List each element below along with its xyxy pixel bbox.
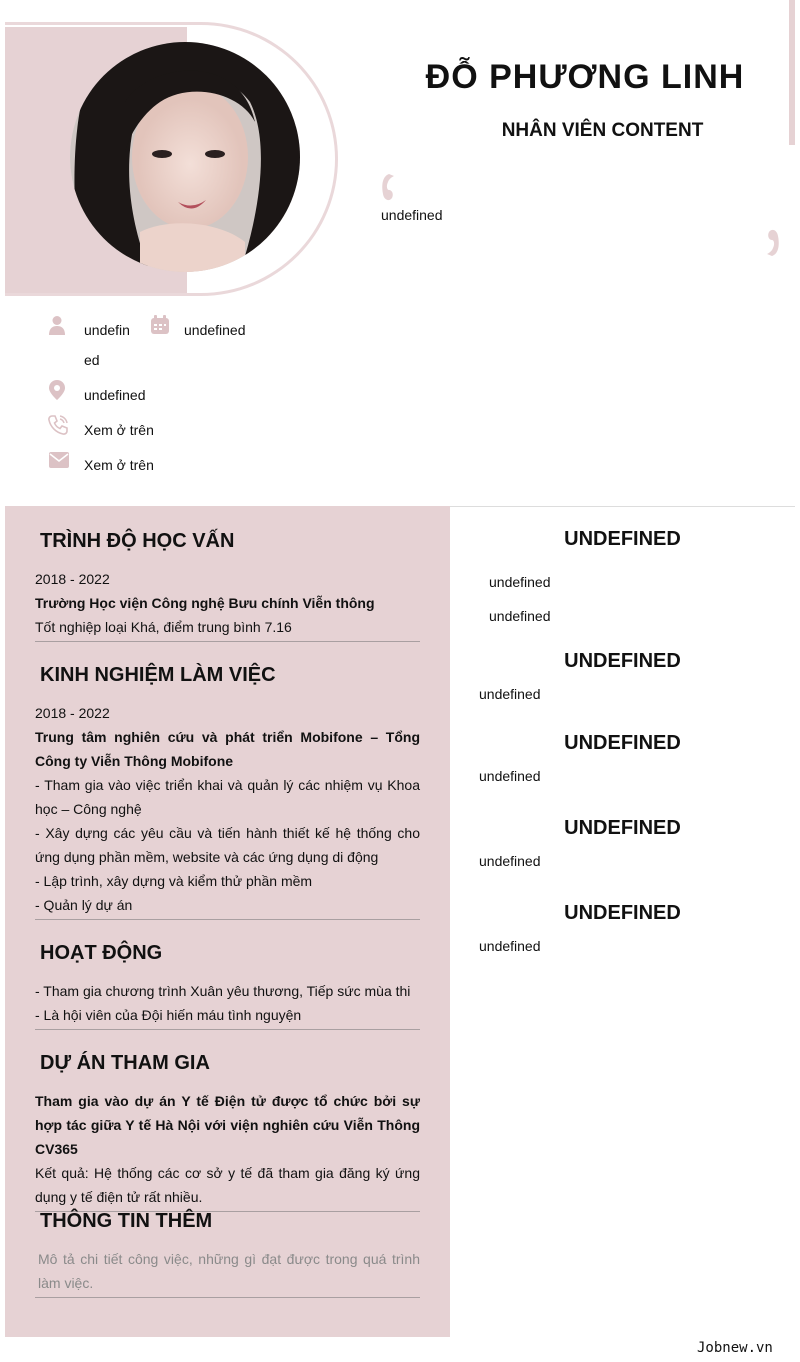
avatar [70,42,300,272]
address-value: undefined [84,387,146,403]
location-icon [49,380,69,400]
right-section-heading: UNDEFINED [564,650,681,672]
section-divider [35,919,420,920]
user-icon [47,315,67,335]
right-section-item: undefined [489,574,551,590]
footer-brand: Jobnew.vn [697,1340,773,1356]
experience-task: - Tham gia vào việc triển khai và quản lý các nhiệm vụ Khoa học – Công nghệ [35,777,420,817]
activities-heading: HOẠT ĐỘNG [40,942,163,964]
right-section-heading: UNDEFINED [564,528,681,550]
experience-section [35,664,420,920]
quote-close-icon [766,228,780,256]
phone-value: Xem ở trên [84,422,154,438]
birthday-value: undefined [184,322,246,338]
projects-heading: DỰ ÁN THAM GIA [40,1052,210,1074]
right-section-heading: UNDEFINED [564,817,681,839]
education-result: Tốt nghiệp loại Khá, điểm trung bình 7.16 [35,619,292,635]
education-school: Trường Học viện Công nghệ Bưu chính Viễn thông [35,595,375,611]
additional-info-placeholder[interactable]: Mô tả chi tiết công việc, những gì đạt được trong quá trình làm việc. [38,1251,420,1291]
experience-task: - Lập trình, xây dựng và kiểm thử phần mềm [35,873,313,889]
gender-value [84,315,144,375]
experience-task: - Quản lý dự án [35,897,133,913]
additional-info-heading: THÔNG TIN THÊM [40,1210,213,1232]
experience-company: Trung tâm nghiên cứu và phát triển Mobifone – Tổng Công ty Viễn Thông Mobifone [35,729,420,769]
right-section-item: undefined [489,608,551,624]
right-section-item: undefined [479,853,541,869]
calendar-icon [150,315,170,335]
activity-item: - Tham gia chương trình Xuân yêu thương, Tiếp sức mùa thi [35,983,411,999]
gender-line-2: ed [84,352,100,368]
experience-period: 2018 - 2022 [35,705,110,721]
job-title: NHÂN VIÊN CONTENT [501,120,704,141]
project-name: Tham gia vào dự án Y tế Điện tử được tổ chức bởi sự hợp tác giữa Y tế Hà Nội với viện nghiên cứu Viễn Thông CV365 [35,1093,420,1157]
candidate-name: ĐỖ PHƯƠNG LINH [425,58,745,96]
projects-section [35,1052,420,1212]
phone-icon [48,415,68,435]
section-divider [35,641,420,642]
education-section [35,530,420,642]
right-section-item: undefined [479,768,541,784]
experience-task: - Xây dựng các yêu cầu và tiến hành thiết kế hệ thống cho ứng dụng phần mềm, website và các ứng dụng di động [35,825,420,865]
activity-item: - Là hội viên của Đội hiến máu tình nguyện [35,1007,302,1023]
additional-info-section [35,1210,420,1298]
education-period: 2018 - 2022 [35,571,110,587]
career-objective: undefined [381,207,443,223]
right-section-heading: UNDEFINED [564,732,681,754]
experience-heading: KINH NGHIỆM LÀM VIỆC [40,664,276,686]
activities-section [35,942,420,1030]
right-section-heading: UNDEFINED [564,902,681,924]
right-section-item: undefined [479,938,541,954]
quote-open-icon [381,174,395,202]
email-icon [49,450,69,470]
gender-line-1: undefin [84,322,130,338]
project-result: Kết quả: Hệ thống các cơ sở y tế đã tham gia đăng ký ứng dụng y tế điện tử rất nhiều. [35,1165,420,1205]
section-divider [35,1029,420,1030]
right-section-item: undefined [479,686,541,702]
email-value: Xem ở trên [84,457,154,473]
section-divider [35,1297,420,1298]
education-heading: TRÌNH ĐỘ HỌC VẤN [40,530,235,552]
